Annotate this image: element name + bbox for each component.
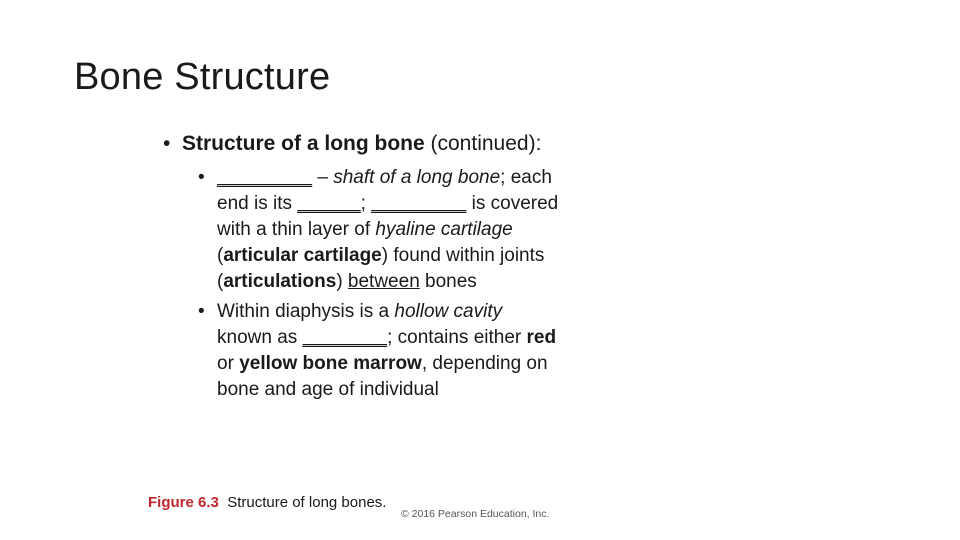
slide-title: Bone Structure xyxy=(74,56,331,98)
text-run: ; contains either xyxy=(387,327,527,348)
figure-label: Figure 6.3 xyxy=(148,494,219,511)
sub-bullet-diaphysis xyxy=(198,165,638,295)
bullet-bold-text: Structure of a long bone xyxy=(182,132,425,155)
sub-bullet-marker: • xyxy=(198,167,205,188)
text-run: ; xyxy=(360,193,372,214)
fill-in-blank: _________ xyxy=(371,193,467,214)
figure-caption xyxy=(148,494,386,511)
text-line xyxy=(217,325,638,351)
italic-text: hyaline cartilage xyxy=(375,219,513,240)
text-run: bones xyxy=(419,271,477,292)
text-run: end is its xyxy=(217,193,298,214)
text-line xyxy=(217,299,638,325)
text-run: or xyxy=(217,353,240,374)
underlined-text: between xyxy=(347,271,420,292)
sub-bullet-medullary-cavity xyxy=(198,299,638,403)
bullet-rest-text: (continued): xyxy=(424,132,542,155)
text-run: ) found within joints xyxy=(381,245,545,266)
italic-text: shaft of a long bone xyxy=(333,167,501,188)
text-line xyxy=(217,217,638,243)
text-run: ) xyxy=(336,271,348,292)
bold-text: yellow bone marrow xyxy=(239,353,422,374)
text-run: with a thin layer of xyxy=(217,219,376,240)
bold-text: red xyxy=(526,327,557,348)
fill-in-blank: ________ xyxy=(302,327,388,348)
text-run: ( xyxy=(217,271,224,292)
bullet-structure-of-long-bone xyxy=(163,129,541,159)
fill-in-blank: ______ xyxy=(297,193,361,214)
text-line xyxy=(217,191,638,217)
sub-bullet-marker: • xyxy=(198,301,205,322)
text-line: bone and age of individual xyxy=(217,379,439,400)
text-line xyxy=(217,269,638,295)
bullet-marker: • xyxy=(163,132,171,155)
bold-text: articulations xyxy=(223,271,337,292)
text-run: ( xyxy=(217,245,224,266)
text-run: Within diaphysis is a xyxy=(217,301,395,322)
text-line xyxy=(217,165,638,191)
dash-text: – xyxy=(312,167,334,188)
fill-in-blank: _________ xyxy=(217,167,313,188)
text-run: , depending on xyxy=(421,353,548,374)
text-run: known as xyxy=(217,327,303,348)
sub-bullet-text xyxy=(217,165,638,295)
bold-text: articular cartilage xyxy=(223,245,382,266)
sub-bullet-text xyxy=(217,299,638,403)
text-run: ; each xyxy=(500,167,552,188)
text-line xyxy=(217,351,638,377)
text-run: is covered xyxy=(466,193,559,214)
italic-text: hollow cavity xyxy=(394,301,503,322)
figure-text: Structure of long bones. xyxy=(218,494,387,511)
text-line xyxy=(217,243,638,269)
copyright-notice: © 2016 Pearson Education, Inc. xyxy=(401,508,550,520)
